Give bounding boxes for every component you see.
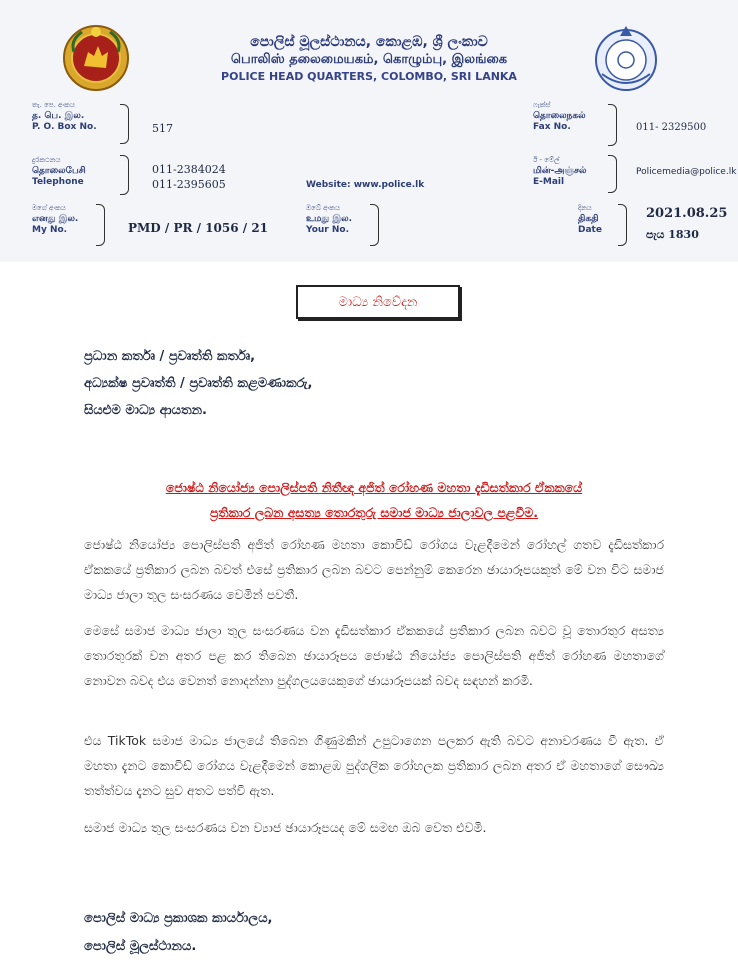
- website-text: Website: www.police.lk: [306, 180, 425, 190]
- telephone-brace: [120, 155, 129, 195]
- addressee-line: අධ්‍යක්ෂ ප්‍රවෘත්ති / ප්‍රවෘත්ති කළමණාකරු,: [84, 376, 313, 391]
- my-no-brace: [96, 204, 105, 246]
- email-label: [533, 155, 586, 188]
- subject-heading: [84, 475, 664, 525]
- fax-label: [533, 100, 586, 133]
- signature-line: පොලිස් මාධ්‍ය ප්‍රකාශක කාර්යාලය,: [84, 911, 273, 926]
- date-brace: [618, 204, 627, 246]
- signature-block: [84, 905, 273, 961]
- addressee-line: සියළුම මාධ්‍ය ආයතන.: [84, 403, 207, 418]
- telephone-value-1: 011-2384024: [152, 163, 226, 176]
- signature-line: පොලිස් මූලස්ථානය.: [84, 939, 197, 954]
- header-tamil: பொலிஸ் தலைமையகம், கொழும்பு, இலங்கை: [230, 52, 508, 67]
- addressee-block: [84, 343, 312, 424]
- telephone-value-2: 011-2395605: [152, 178, 226, 191]
- your-no-label-en: Your No.: [306, 225, 349, 235]
- telephone-label-ta: தொலைபேசி: [32, 166, 86, 176]
- your-no-label-si: ඔබේ අංකය: [306, 204, 340, 212]
- date-label: [578, 203, 602, 236]
- date-label-ta: திகதி: [578, 214, 599, 224]
- body-paragraph-1: ජොෂ්ඨ නියෝජ්‍ය පොලිස්පති අජිත් රෝහණ මහතා කොවිඩ් රෝගය වැළදීමෙන් රෝහල් ගතව දැඩිසත්කාර ඒකකයේ ප්‍රතිකාර ලබන බවත් එසේ ප්‍රතිකාර ලබන බවට පෙන්නුම් කෙරෙන ඡායාරූපයකුත් මේ වන විට සමාජ මාධ්‍ය ජාලා තුල සංසරණය වෙමින් පවතී.: [84, 537, 664, 602]
- email-brace: [608, 155, 617, 193]
- fax-brace: [608, 104, 617, 146]
- subject-line: ප්‍රතිකාර ලබන අසත්‍ය තොරතුරු සමාජ මාධ්‍ය ජාලාවල පළවීම.: [209, 505, 539, 520]
- your-no-brace: [370, 204, 379, 246]
- body-paragraph-2: මෙසේ සමාජ මාධ්‍ය ජාලා තුල සංසරණය වන දැඩිසත්කාර ඒකකයේ ප්‍රතිකාර ලබන බවට වූ තොරතුර අසත්‍ය තොරතුරක් වන අතර පළ කර තිබෙන ඡායාරූපය ජොෂ්ඨ නියෝජ්‍ය පොලිස්පති අජිත් රෝහණ මහතාගේ නොවන බවද එය වෙනත් නොදන්නා පුද්ගලයයෙකුගේ ඡායාරූපයක් බවද සඳහන් කරමි.: [84, 623, 664, 688]
- telephone-label-si: දුරකථනය: [32, 156, 61, 164]
- subject-line: ජොෂ්ඨ නියෝජ්‍ය පොලිස්පති නිතීඥ අජිත් රෝහණ මහතා දැඩිසත්කාර ඒකකයේ: [165, 480, 583, 495]
- pobox-value: 517: [152, 122, 173, 135]
- pobox-brace: [120, 104, 129, 144]
- press-release-title: [296, 285, 460, 319]
- date-value: 2021.08.25: [646, 206, 728, 221]
- my-no-label-ta: எனது இல.: [32, 214, 79, 224]
- fax-label-en: Fax No.: [533, 122, 571, 132]
- fax-label-si: ෆැක්ස්: [533, 101, 551, 109]
- fax-value: 011- 2329500: [636, 122, 707, 133]
- letterhead: [0, 0, 738, 262]
- telephone-label: [32, 155, 86, 188]
- press-release-title-text: මාධ්‍ය නිවේදන: [338, 294, 418, 310]
- pobox-label-ta: த. பெ. இல.: [32, 111, 85, 121]
- your-no-label: [306, 203, 352, 236]
- header-sinhala: පොලිස් මූලස්ථානය, කොළඹ, ශ්‍රී ලංකාව: [250, 34, 488, 50]
- telephone-label-en: Telephone: [32, 177, 84, 187]
- addressee-line: ප්‍රධාන කර්තෘ / ප්‍රවෘත්ති කර්තෘ,: [84, 349, 256, 364]
- body-paragraph-3: එය TikTok සමාජ මාධ්‍ය ජාලයේ තිබෙන ගිණුමකින් උපුටාගෙන පලකර ඇති බවට අනාවරණය වී ඇත. ඒ මහතා දැනට කොවිඩ් රෝගය වැළදීමෙන් කොළඹ පුද්ගලික රෝහලක ප්‍රතිකාර ලබන අතර ඒ මහතාගේ සෞඛ්‍ය තත්ත්වය දැනට සුව අතට පත්වී ඇත.: [84, 733, 664, 798]
- pobox-label-en: P. O. Box No.: [32, 122, 97, 132]
- my-no-label: [32, 203, 78, 236]
- pobox-label: [32, 100, 97, 133]
- my-no-value: PMD / PR / 1056 / 21: [128, 221, 269, 235]
- date-label-si: දිනය: [578, 204, 592, 212]
- email-value: Policemedia@police.lk: [636, 167, 737, 177]
- fax-label-ta: தொலைநகல்: [533, 111, 586, 121]
- email-label-ta: மின்-அஞ்சல்: [533, 166, 587, 176]
- email-label-si: ඊ - මේල්: [533, 156, 560, 164]
- email-label-en: E-Mail: [533, 177, 565, 187]
- your-no-label-ta: உமது இல.: [306, 214, 352, 224]
- body-paragraph-4: සමාජ මාධ්‍ය තුල සංසරණය වන ව්‍යාජ ඡායාරූපයද මේ සමඟ ඔබ වෙත එවමි.: [84, 820, 487, 835]
- date-label-en: Date: [578, 225, 602, 235]
- pobox-label-si: තැ. පෙ. අංකය: [32, 101, 75, 109]
- date-time: පැය 1830: [646, 228, 699, 241]
- header-english: POLICE HEAD QUARTERS, COLOMBO, SRI LANKA: [221, 70, 517, 83]
- my-no-label-en: My No.: [32, 225, 68, 235]
- my-no-label-si: මගේ අංකය: [32, 204, 66, 212]
